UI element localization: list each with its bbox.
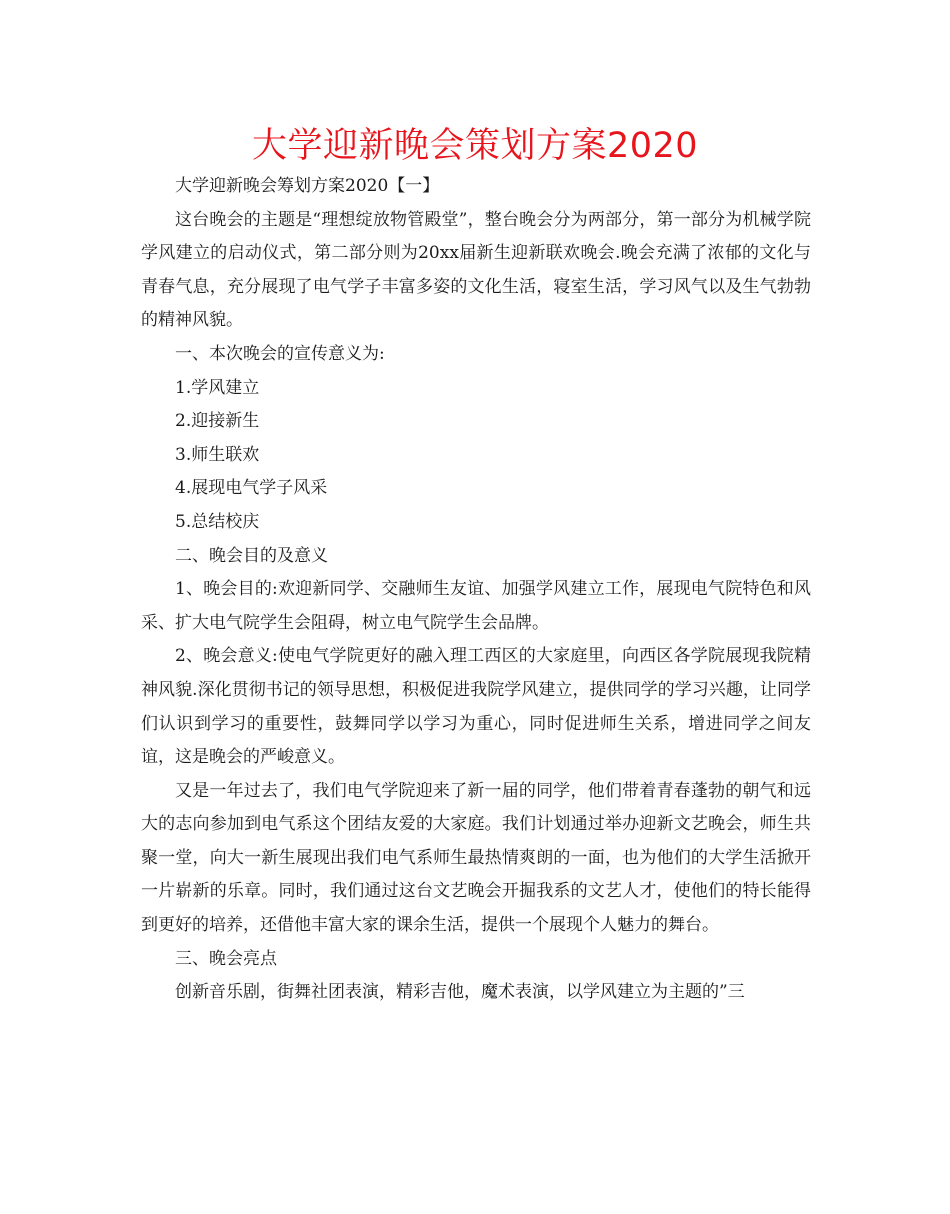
list-item: 3.师生联欢 [175, 444, 260, 465]
document-body [141, 170, 811, 1010]
section-heading: 三、晚会亮点 [175, 948, 277, 969]
list-item: 1.学风建立 [175, 377, 260, 398]
document-title: 大学迎新晚会策划方案2020 [251, 126, 699, 166]
list-item: 2.迎接新生 [175, 411, 260, 432]
paragraph: 1、晚会目的:欢迎新同学、交融师生友谊、加强学风建立工作，展现电气院特色和风采、扩大电气院学生会阻碍，树立电气院学生会品牌。 [141, 579, 811, 633]
paragraph: 这台晚会的主题是“理想绽放物管殿堂”，整台晚会分为两部分，第一部分为机械学院学风建立的启动仪式，第二部分则为20xx届新生迎新联欢晚会.晚会充满了浓郁的文化与青春气息，充分展现了电气学子丰富多姿的文化生活，寝室生活，学习风气以及生气勃勃的精神风貌。 [141, 209, 811, 331]
paragraph: 又是一年过去了，我们电气学院迎来了新一届的同学，他们带着青春蓬勃的朝气和远大的志向参加到电气系这个团结友爱的大家庭。我们计划通过举办迎新文艺晚会，师生共聚一堂，向大一新生展现出我们电气系师生最热情爽朗的一面，也为他们的大学生活掀开一片崭新的乐章。同时，我们通过这台文艺晚会开掘我系的文艺人才，使他们的特长能得到更好的培养，还借他丰富大家的课余生活，提供一个展现个人魅力的舞台。 [141, 780, 811, 936]
paragraph: 创新音乐剧，街舞社团表演，精彩吉他，魔术表演，以学风建立为主题的”三 [175, 982, 745, 1003]
subtitle-paragraph: 大学迎新晚会筹划方案2020【一】 [175, 176, 440, 196]
paragraph: 2、晚会意义:使电气学院更好的融入理工西区的大家庭里，向西区各学院展现我院精神风貌.深化贯彻书记的领导思想，积极促进我院学风建立，提供同学的学习兴趣，让同学们认识到学习的重要性，鼓舞同学以学习为重心，同时促进师生关系，增进同学之间友谊，这是晚会的严峻意义。 [141, 646, 811, 768]
list-item: 5.总结校庆 [175, 511, 260, 532]
section-heading: 一、本次晚会的宣传意义为: [175, 343, 385, 364]
list-item: 4.展现电气学子风采 [175, 478, 328, 499]
section-heading: 二、晚会目的及意义 [175, 545, 328, 566]
